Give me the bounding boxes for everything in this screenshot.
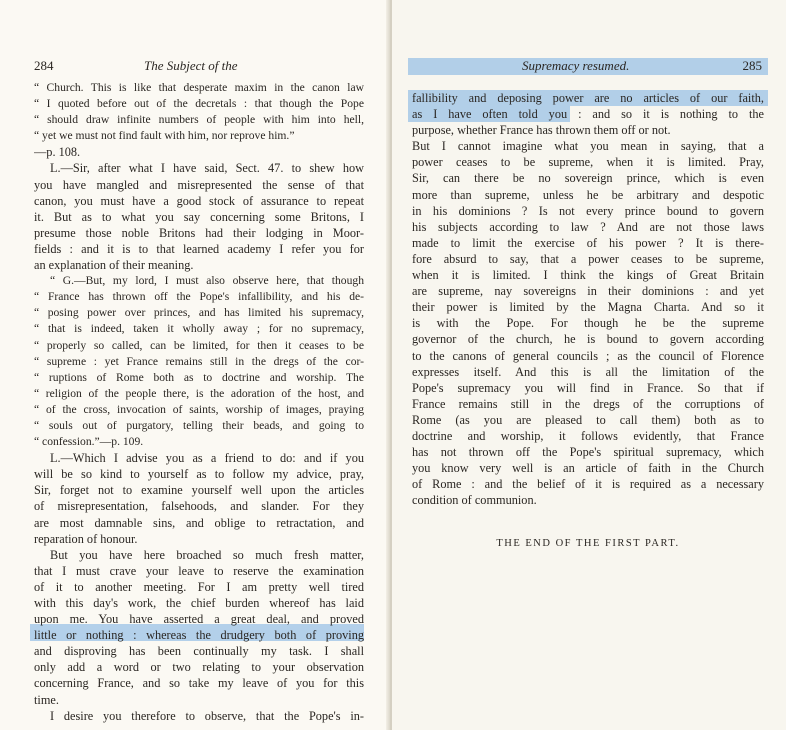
right-page-number: 285 [742, 58, 762, 73]
text-line: Rome (as you are pleased to call them) both as to [412, 412, 764, 427]
left-page-body [34, 80, 364, 724]
text-line: Sir, can there be no sovereign prince, which is even [412, 171, 764, 186]
text-line: “ souls out of purgatory, telling their beads, and going to [34, 418, 364, 432]
text-line: their power is limited by the Magna Charta. And so it [412, 300, 764, 315]
text-line: with this day's work, the chief burden whereof has laid [34, 596, 364, 610]
text-line: “ yet we must not find fault with him, nor reprove him.” [34, 129, 295, 143]
right-page-header [412, 57, 762, 75]
left-page-number: 284 [34, 58, 54, 73]
text-line: of it to another meeting. For I am pretty well tired [34, 579, 364, 594]
text-line: and disproving has been continually my task. I shall [34, 644, 364, 659]
text-line: more than supreme, unless he be arbitrary and despotic [412, 187, 764, 202]
right-running-head: Supremacy resumed. [522, 58, 630, 73]
text-line: power ceases to be supreme, when it is limited. Pray, [412, 155, 764, 170]
text-line: in his dominions ? Is not every prince bound to govern [412, 203, 764, 218]
text-line: condition of communion. [412, 493, 537, 508]
left-running-head: The Subject of the [144, 58, 238, 73]
text-line: of misrepresentation, falsehoods, and slander. For they [34, 499, 364, 514]
text-line: —p. 108. [34, 145, 81, 160]
text-line: fields : and it is to that learned academy I refer you for [34, 241, 364, 256]
text-line: upon me. You have asserted a great deal, and proved [34, 612, 364, 627]
text-line: fore absurd to say, that a power ceases to be supreme, [412, 251, 764, 266]
text-line: made to limit the exercise of his power ? It is there- [412, 235, 764, 250]
text-line: “ G.—But, my lord, I must also observe here, that though [50, 274, 364, 288]
text-line: as I have often told you : and so it is nothing to the [412, 107, 764, 122]
text-line: to the canons of general councils ; as the council of Florence [412, 348, 764, 363]
text-line: doctrine and worship, it follows evidently, that France [412, 428, 764, 443]
text-line: governor of the church, he is bound to govern according [412, 332, 764, 347]
text-line: But I cannot imagine what you mean in saying, that a [412, 139, 764, 154]
text-line: that I must crave your leave to reserve the examination [34, 563, 364, 578]
text-line: will be so kind to yourself as to follow my advice, pray, [34, 467, 364, 482]
right-page-body [412, 90, 764, 508]
text-line: Sir, forget not to examine yourself well upon the articles [34, 483, 364, 498]
text-line: canon, you must have a good stock of assurance to repeat [34, 193, 364, 208]
text-line: I desire you therefore to observe, that the Pope's in- [50, 708, 364, 723]
end-of-part-note: THE END OF THE FIRST PART. [496, 538, 680, 549]
text-line: purpose, whether France has thrown them off or not. [412, 123, 671, 138]
text-line: presume those noble Britons had their lodging in Moor- [34, 225, 364, 240]
text-line: France remains still in the dregs of the corruptions of [412, 396, 764, 411]
text-line: are most damnable sins, and oblige to retractation, and [34, 515, 364, 530]
text-line: are supreme, nay sovereigns in their dominions : and yet [412, 284, 764, 299]
text-line: “ supreme : yet France remains still in the dregs of the cor- [34, 354, 364, 368]
text-line: But you have here broached so much fresh matter, [50, 547, 364, 562]
text-line: “ should draw infinite numbers of people with him into hell, [34, 113, 364, 127]
text-line: “ that is indeed, taken it wholly away ; for no supremacy, [34, 322, 364, 336]
left-page [0, 0, 390, 730]
text-line: expresses itself. And this is all the limitation of the [412, 364, 764, 379]
text-line: little or nothing : whereas the drudgery both of proving [34, 628, 364, 643]
text-line: “ I quoted before out of the decretals : that though the Pope [34, 97, 364, 111]
left-page-header [34, 57, 364, 75]
text-line: “ properly so called, can be limited, for then it ceases to be [34, 338, 364, 352]
text-line: you know very well is an article of faith in the Church [412, 461, 764, 476]
text-line: when it is limited. I think the kings of Great Britain [412, 268, 764, 283]
text-line: has not thrown off the Pope's spiritual supremacy, which [412, 445, 764, 460]
text-line: it. But as to what you say concerning some Britons, I [34, 209, 364, 224]
text-line: is with the Pope. For though he be the supreme [412, 316, 764, 331]
text-line: of Rome : and the belief of it is required as a necessary [412, 477, 764, 492]
text-line: “ Church. This is like that desperate maxim in the canon law [34, 81, 364, 94]
text-line: “ confession.”—p. 109. [34, 435, 144, 449]
right-page [392, 0, 786, 730]
text-line: you have mangled and misrepresented the sense of that [34, 177, 364, 192]
text-line: L.—Sir, after what I have said, Sect. 47. to shew how [50, 161, 364, 176]
text-line: “ religion of the people there, is the adoration of the host, and [34, 386, 364, 400]
text-line: Pope's supremacy you will find in France. So that if [412, 380, 764, 395]
text-line: fallibility and deposing power are no articles of our faith, [412, 91, 764, 105]
text-line: L.—Which I advise you as a friend to do: and if you [50, 451, 364, 466]
text-line: “ posing power over princes, and has limited his supremacy, [34, 306, 364, 320]
text-line: his subjects according to law ? And are not those laws [412, 219, 764, 234]
text-line: “ ruptions of Rome both as to doctrine and worship. The [34, 370, 364, 384]
text-line: an explanation of their meaning. [34, 258, 194, 273]
text-line: “ of the cross, invocation of saints, worship of images, praying [34, 402, 364, 416]
text-line: concerning France, and so take my leave of you for this [34, 676, 364, 691]
text-line: only add a word or two relating to your observation [34, 660, 364, 675]
text-line: “ France has thrown off the Pope's infallibility, and his de- [34, 290, 364, 304]
text-line: time. [34, 692, 59, 707]
text-line: reparation of honour. [34, 531, 138, 546]
